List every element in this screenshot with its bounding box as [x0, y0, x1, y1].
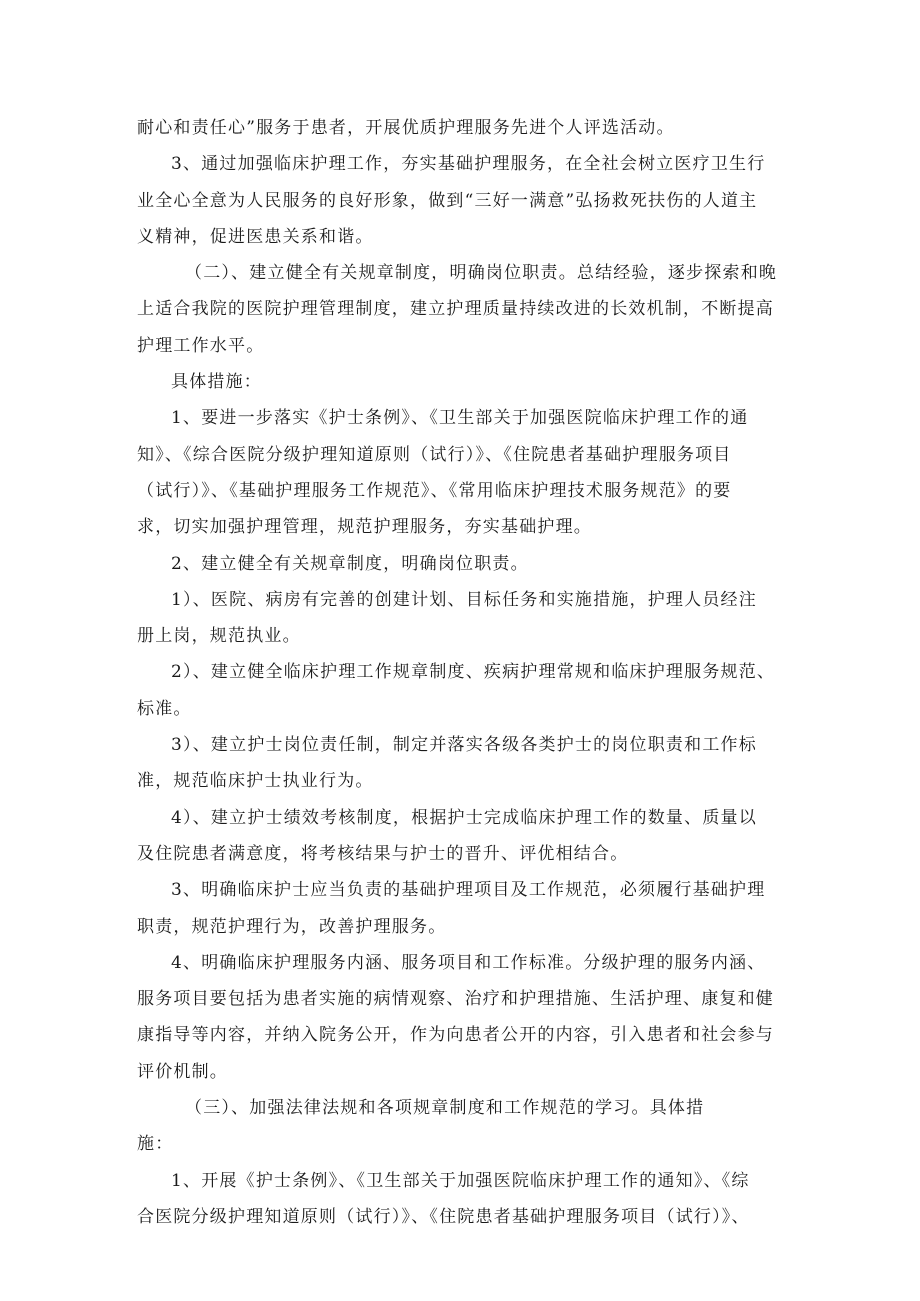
text-line: 职责，规范护理行为，改善护理服务。	[137, 916, 447, 937]
text-line: 4）、建立护士绩效考核制度，根据护士完成临床护理工作的数量、质量以	[171, 807, 757, 828]
text-line: 3、明确临床护士应当负责的基础护理项目及工作规范，必须履行基础护理	[171, 880, 766, 901]
text-line: 及住院患者满意度，将考核结果与护士的晋升、评优相结合。	[137, 843, 629, 864]
text-line: 求，切实加强护理管理，规范护理服务，夯实基础护理。	[137, 517, 592, 538]
text-line: 册上岗，规范执业。	[137, 626, 301, 647]
text-line: 业全心全意为人民服务的良好形象，做到“三好一满意”弘扬救死扶伤的人道主	[137, 190, 758, 211]
text-line: 标准。	[137, 698, 192, 719]
text-line: 1、要进一步落实《护士条例》、《卫生部关于加强医院临床护理工作的通	[171, 408, 749, 429]
text-line: 准，规范临床护士执业行为。	[137, 771, 374, 792]
text-line: 服务项目要包括为患者实施的病情观察、治疗和护理措施、生活护理、康复和健	[137, 989, 774, 1010]
text-line: 1、开展《护士条例》、《卫生部关于加强医院临床护理工作的通知》、《综	[171, 1170, 750, 1191]
text-line: 3、通过加强临床护理工作，夯实基础护理服务，在全社会树立医疗卫生行	[171, 154, 766, 175]
text-line: 上适合我院的医院护理管理制度，建立护理质量持续改进的长效机制，不断提高	[137, 299, 774, 320]
text-line: 2）、建立健全临床护理工作规章制度、疾病护理常规和临床护理服务规范、	[171, 662, 776, 683]
text-line: 护理工作水平。	[137, 335, 265, 356]
text-line: 施：	[137, 1134, 174, 1155]
text-line: 1）、医院、病房有完善的创建计划、目标任务和实施措施，护理人员经注	[171, 589, 757, 610]
section-heading: （二）、建立健全有关规章制度，明确岗位职责。总结经验，逐步探索和晚	[185, 263, 778, 284]
text-line: 3）、建立护士岗位责任制，制定并落实各级各类护士的岗位职责和工作标	[171, 735, 757, 756]
text-line: 2、建立健全有关规章制度，明确岗位职责。	[171, 553, 529, 574]
section-heading: （三）、加强法律法规和各项规章制度和工作规范的学习。具体措	[185, 1098, 705, 1119]
text-line: 知》、《综合医院分级护理知道原则（试行）》、《住院患者基础护理服务项目	[137, 444, 732, 465]
document-body	[137, 110, 797, 1235]
text-line: 合医院分级护理知道原则（试行）》、《住院患者基础护理服务项目（试行）》、	[137, 1206, 750, 1227]
text-line: 评价机制。	[137, 1061, 228, 1082]
text-line: 耐心和责任心”服务于患者，开展优质护理服务先进个人评选活动。	[137, 118, 675, 138]
text-line: 4、明确临床护理服务内涵、服务项目和工作标准。分级护理的服务内涵、	[171, 952, 766, 973]
text-line: 具体措施：	[171, 372, 262, 393]
text-line: 康指导等内容，并纳入院务公开，作为向患者公开的内容，引入患者和社会参与	[137, 1025, 774, 1046]
text-line: （试行）》、《基础护理服务工作规范》、《常用临床护理技术服务规范》的要	[137, 480, 732, 501]
text-line: 义精神，促进医患关系和谐。	[137, 226, 374, 247]
